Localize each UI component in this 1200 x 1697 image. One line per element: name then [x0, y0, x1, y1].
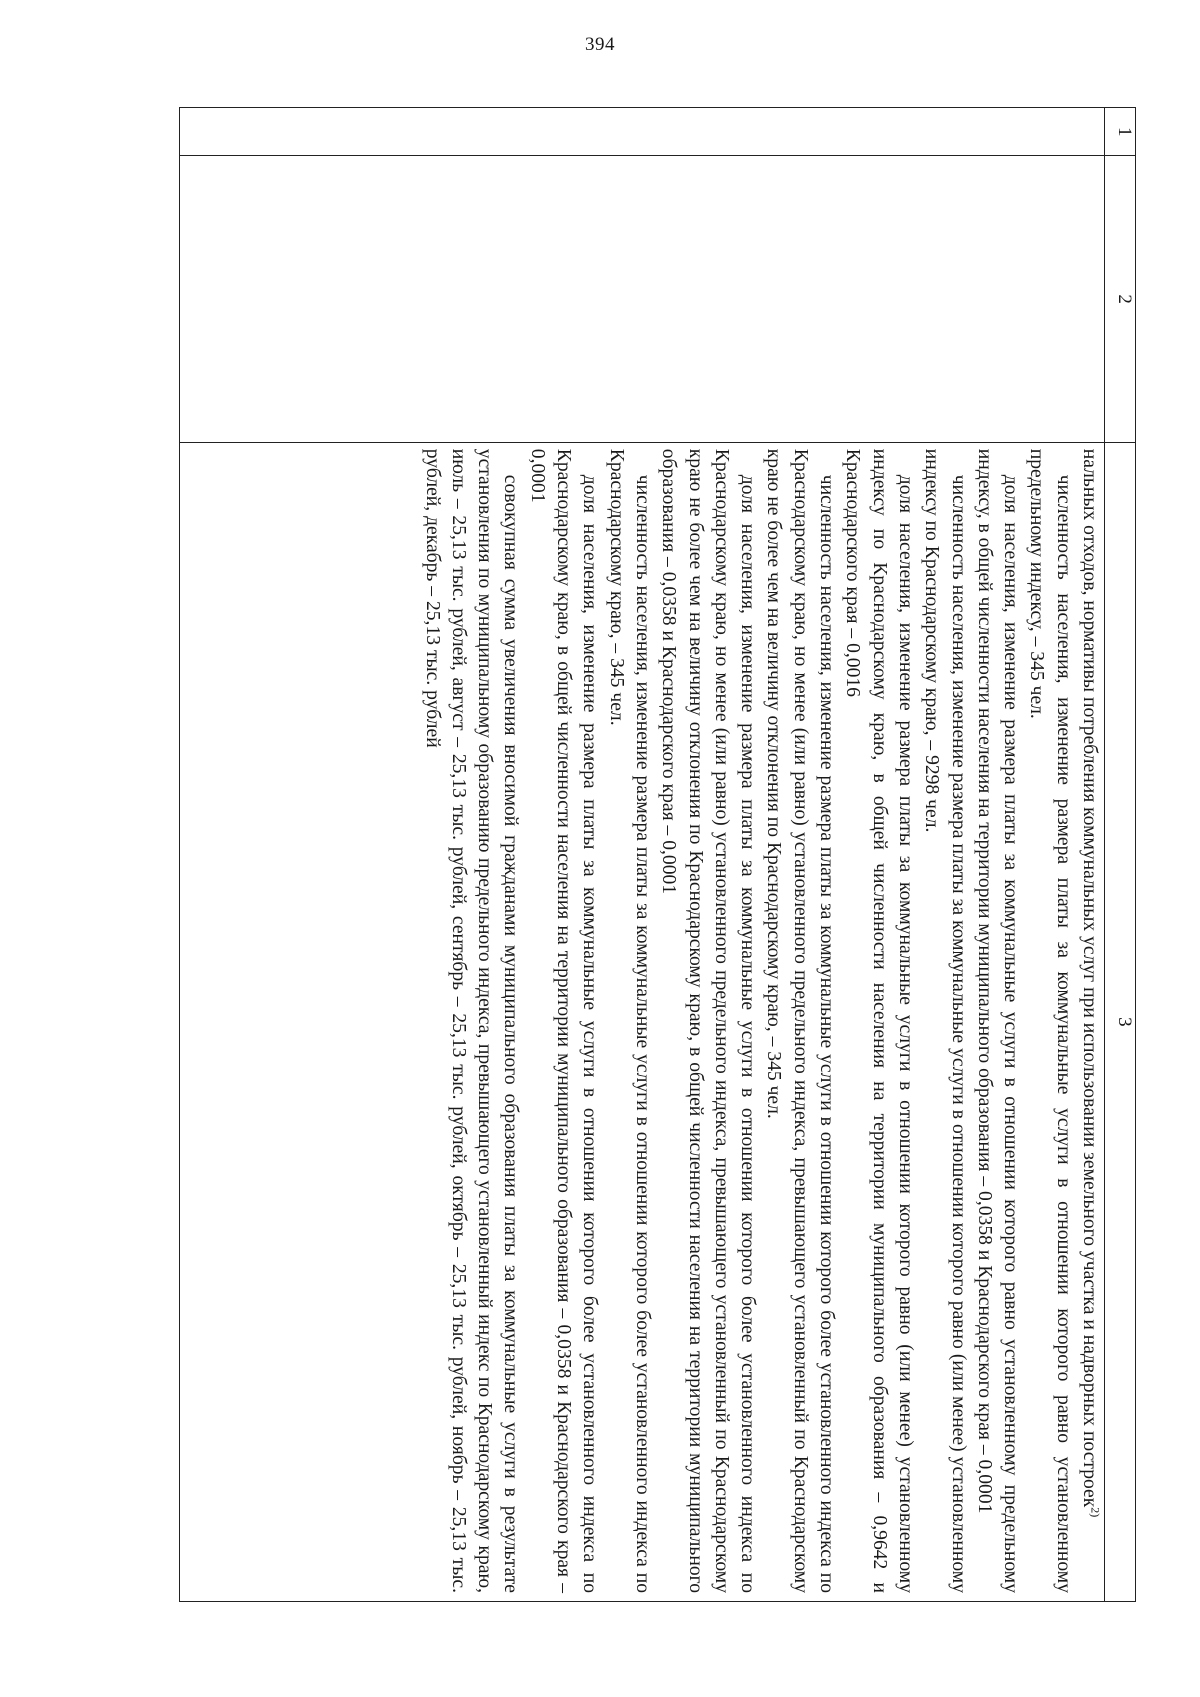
page-number: 394 — [585, 34, 615, 55]
paragraph-0: нальных отходов, нормативы потребления коммунальных услуг при использовании земельного участка и надворных построек$^{2)}$ — [1079, 448, 1103, 1518]
cell-text-content — [418, 443, 1104, 1601]
cell-column-2 — [180, 156, 1105, 442]
cell-column-1 — [180, 108, 1105, 156]
footnote-mark: 2) — [1088, 1507, 1103, 1518]
paragraph-3: численность населения, изменение размера платы за коммунальные услуги в отношении которого равно (или менее) установленному индексу по Краснодарскому краю, – 9298 чел. — [921, 448, 969, 1593]
paragraph-9: совокупная сумма увеличения вносимой гражданами муниципального образования платы за коммунальные услуги в результате установления по муниципальному образованию предельного индекса, превышающего установленный индекс по Краснодарскому краю, июль – 25,13 тыс. рублей, август – 25,13 тыс. рублей, сентябрь – 25,13 тыс. рублей, октябрь – 25,13 тыс. рублей, ноябрь – 25,13 тыс. рублей, декабрь – 25,13 тыс. рублей — [421, 448, 522, 1593]
column-header-1: 1 — [1105, 108, 1136, 156]
paragraph-4: доля населения, изменение размера платы за коммунальные услуги в отношении которого равно (или менее) установленному индексу по Краснодарскому краю, в общей численности населения на территории муниципального образования – 0,9642 и Краснодарского края – 0,0016 — [842, 448, 916, 1593]
column-header-3: 3 — [1105, 442, 1136, 1601]
paragraph-7: численность населения, изменение размера платы за коммунальные услуги в отношении которого более установленного индекса по Краснодарскому краю, – 345 чел. — [605, 448, 653, 1593]
paragraph-5: численность населения, изменение размера платы за коммунальные услуги в отношении которого более установленного индекса по Краснодарскому краю, но менее (или равно) установленного предельного индекса, превышающего установленный по Краснодарскому краю не более чем на величину отклонения по Краснодарскому краю, – 345 чел. — [763, 448, 838, 1593]
column-header-2: 2 — [1105, 156, 1136, 442]
rotated-table-frame — [179, 107, 1136, 1602]
table-header-row — [1105, 108, 1136, 1602]
paragraph-8: доля населения, изменение размера платы за коммунальные услуги в отношении которого более установленного индекса по Краснодарскому краю, в общей численности населения на территории муниципального образования – 0,0358 и Краснодарского края – 0,0001 — [526, 448, 601, 1593]
document-table — [179, 107, 1136, 1602]
paragraph-1: численность населения, изменение размера платы за коммунальные услуги в отношении которого равно установленному предельному индексу, – 345 чел. — [1026, 448, 1074, 1593]
paragraph-6: доля населения, изменение размера платы за коммунальные услуги в отношении которого более установленного индекса по Краснодарскому краю, но менее (или равно) установленного предельного индекса, превышающего установленный по Краснодарскому краю не более чем на величину отклонения по Краснодарскому краю, в общей численности населения на территории муниципального образования – 0,0358 и Краснодарского края – 0,0001 — [658, 448, 759, 1593]
paragraph-2: доля населения, изменение размера платы за коммунальные услуги в отношении которого равно установленному предельному индексу, в общей численности населения на территории муниципального образования – 0,0358 и Краснодарского края – 0,0001 — [973, 448, 1022, 1593]
cell-column-3 — [180, 442, 1105, 1601]
table-body-row — [180, 108, 1105, 1602]
